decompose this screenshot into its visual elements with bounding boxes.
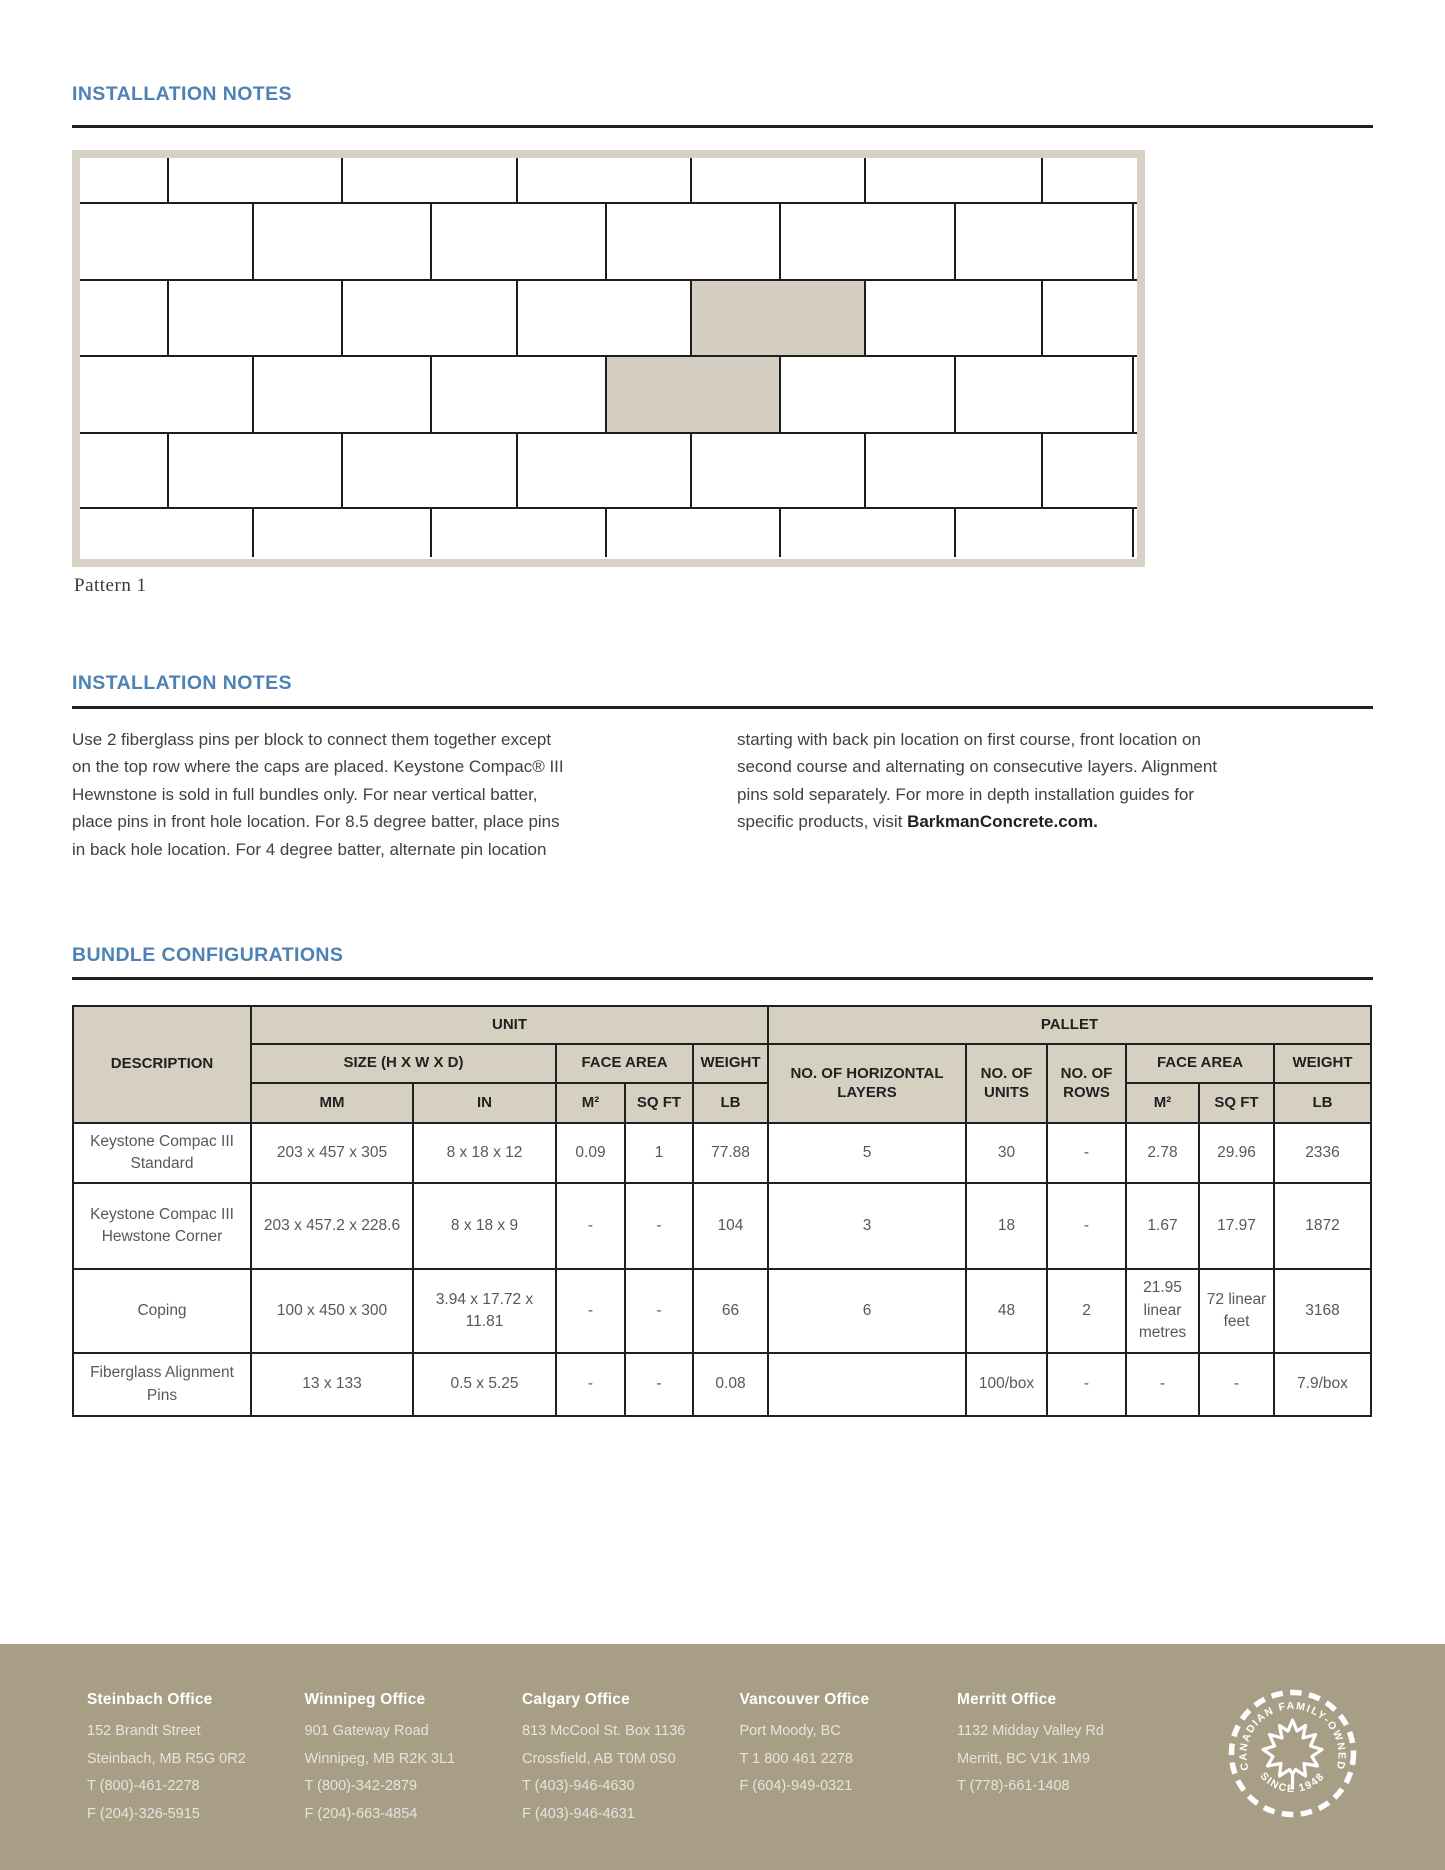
brick-joint	[954, 204, 956, 279]
col-header-unit-face-area: FACE AREA	[556, 1044, 693, 1083]
body-text-line: place pins in front hole location. For 8.5 degree batter, place pins	[72, 812, 560, 832]
svg-text:CANADIAN FAMILY-OWNED	[1237, 1700, 1347, 1772]
canadian-family-owned-badge	[1227, 1688, 1358, 1819]
cell: 3.94 x 17.72 x 11.81	[413, 1269, 556, 1353]
office-detail-line: Port Moody, BC	[739, 1723, 841, 1739]
table-row	[73, 1353, 1371, 1416]
cell: -	[556, 1269, 625, 1353]
brick-joint	[779, 204, 781, 279]
cell: 18	[966, 1183, 1047, 1269]
office-detail-line: F (204)-663-4854	[304, 1805, 418, 1822]
cell: 1872	[1274, 1183, 1371, 1269]
notes-right-last-line	[737, 808, 1292, 835]
brick-row	[80, 281, 1137, 357]
cell: 3	[768, 1183, 966, 1269]
brick-joint	[605, 509, 607, 557]
cell: 1	[625, 1123, 693, 1183]
cell: 48	[966, 1269, 1047, 1353]
office-detail-line: F (604)-949-0321	[739, 1778, 853, 1794]
office-column	[522, 1691, 740, 1828]
cell: 100 x 450 x 300	[251, 1269, 413, 1353]
brick-joint	[605, 204, 607, 279]
shaded-block	[605, 357, 781, 432]
brick-joint	[690, 434, 692, 507]
brick-joint	[430, 509, 432, 557]
brick-joint	[1041, 281, 1043, 355]
section-rule	[72, 125, 1373, 128]
brick-joint	[779, 357, 781, 432]
notes-right-lines	[737, 726, 1292, 808]
cell: 5	[768, 1123, 966, 1183]
brick-joint	[1132, 357, 1134, 432]
cell: 7.9/box	[1274, 1353, 1371, 1416]
shaded-block	[690, 281, 866, 355]
col-header-pallet-sqft: SQ FT	[1199, 1083, 1274, 1123]
brick-joint	[1041, 434, 1043, 507]
brick-joint	[252, 357, 254, 432]
website-link[interactable]: BarkmanConcrete.com.	[907, 812, 1098, 832]
cell	[768, 1353, 966, 1416]
group-header-unit: UNIT	[251, 1006, 768, 1044]
office-column	[305, 1691, 523, 1828]
col-header-pallet-weight: WEIGHT	[1274, 1044, 1371, 1083]
office-column	[87, 1691, 305, 1828]
cell-description: Keystone Compac III Hewstone Corner	[73, 1183, 251, 1269]
col-header-sqft: SQ FT	[625, 1083, 693, 1123]
office-detail-line: 813 McCool St. Box 1136	[522, 1723, 686, 1739]
bundle-configurations-table	[72, 1005, 1372, 1417]
col-header-units: NO. OF UNITS	[966, 1044, 1047, 1123]
body-text-line: Use 2 fiberglass pins per block to connect them together except	[72, 730, 552, 749]
office-detail-line: F (204)-326-5915	[87, 1805, 200, 1822]
body-text-line: Hewnstone is sold in full bundles only. For near vertical batter,	[72, 784, 538, 804]
brick-joint	[864, 158, 866, 202]
office-name: Vancouver Office	[739, 1691, 870, 1708]
table-row	[73, 1269, 1371, 1353]
cell: -	[625, 1269, 693, 1353]
brick-joint	[341, 281, 343, 355]
body-text-line: on the top row where the caps are placed. Keystone Compac® III	[72, 757, 564, 777]
brick-joint	[1132, 509, 1134, 557]
brick-joint	[954, 509, 956, 557]
office-name: Winnipeg Office	[304, 1691, 426, 1708]
block-pattern	[72, 150, 1145, 567]
brick-row	[80, 509, 1137, 557]
cell: -	[1126, 1353, 1199, 1416]
cell: 3168	[1274, 1269, 1371, 1353]
cell: 29.96	[1199, 1123, 1274, 1183]
table-row	[73, 1183, 1371, 1269]
cell: 203 x 457 x 305	[251, 1123, 413, 1183]
section-rule	[72, 706, 1373, 709]
table-row	[73, 1123, 1371, 1183]
brick-joint	[690, 281, 692, 355]
office-detail-line: T 1 800 461 2278	[739, 1750, 853, 1767]
col-header-description: DESCRIPTION	[73, 1006, 251, 1123]
pattern-label: Pattern 1	[74, 575, 147, 596]
cell: 0.5 x 5.25	[413, 1353, 556, 1416]
office-detail-line: T (800)-342-2879	[304, 1778, 418, 1794]
cell: -	[1199, 1353, 1274, 1416]
notes-right-column	[737, 726, 1292, 836]
col-header-in: IN	[413, 1083, 556, 1123]
cell: 77.88	[693, 1123, 768, 1183]
cell: 30	[966, 1123, 1047, 1183]
cell: 2.78	[1126, 1123, 1199, 1183]
office-detail-line: T (778)-661-1408	[957, 1778, 1070, 1794]
office-name: Calgary Office	[522, 1691, 630, 1708]
brick-joint	[252, 204, 254, 279]
body-text-line: pins sold separately. For more in depth installation guides for	[737, 784, 1195, 804]
cell: -	[1047, 1123, 1126, 1183]
office-detail-line: T (800)-461-2278	[87, 1778, 200, 1794]
cell: 104	[693, 1183, 768, 1269]
body-text-line: second course and alternating on consecutive layers. Alignment	[737, 757, 1218, 777]
brick-joint	[864, 434, 866, 507]
office-detail-line: Crossfield, AB T0M 0S0	[522, 1750, 676, 1767]
cell: -	[625, 1353, 693, 1416]
brick-joint	[516, 158, 518, 202]
brick-joint	[516, 281, 518, 355]
badge-arc-bottom-text: SINCE 1948	[1257, 1770, 1328, 1796]
group-header-pallet: PALLET	[768, 1006, 1371, 1044]
cell: 6	[768, 1269, 966, 1353]
cell: -	[1047, 1353, 1126, 1416]
brick-row	[80, 158, 1137, 204]
brick-joint	[779, 509, 781, 557]
office-detail-line: 901 Gateway Road	[304, 1723, 429, 1739]
office-name: Merritt Office	[957, 1691, 1057, 1708]
section-rule	[72, 977, 1373, 980]
brick-joint	[516, 434, 518, 507]
cell: -	[556, 1183, 625, 1269]
brick-joint	[167, 158, 169, 202]
brick-joint	[1132, 204, 1134, 279]
cell: 13 x 133	[251, 1353, 413, 1416]
col-header-unit-weight: WEIGHT	[693, 1044, 768, 1083]
office-detail-line: Steinbach, MB R5G 0R2	[87, 1750, 246, 1767]
cell-description: Keystone Compac III Standard	[73, 1123, 251, 1183]
cell: 17.97	[1199, 1183, 1274, 1269]
col-header-size: SIZE (H X W X D)	[251, 1044, 556, 1083]
cell: 66	[693, 1269, 768, 1353]
brick-joint	[430, 204, 432, 279]
office-column	[957, 1691, 1175, 1828]
office-column	[740, 1691, 958, 1828]
col-header-layers: NO. OF HORIZONTAL LAYERS	[768, 1044, 966, 1123]
col-header-rows: NO. OF ROWS	[1047, 1044, 1126, 1123]
col-header-pallet-m2: M²	[1126, 1083, 1199, 1123]
brick-joint	[252, 509, 254, 557]
brick-joint	[341, 434, 343, 507]
office-detail-line: Winnipeg, MB R2K 3L1	[304, 1750, 456, 1767]
brick-joint	[954, 357, 956, 432]
brick-joint	[864, 281, 866, 355]
brick-joint	[341, 158, 343, 202]
brick-joint	[430, 357, 432, 432]
office-detail-line: Merritt, BC V1K 1M9	[957, 1750, 1090, 1767]
notes-section-title: INSTALLATION NOTES	[72, 672, 292, 694]
office-detail-line: 152 Brandt Street	[87, 1723, 201, 1739]
col-header-mm: MM	[251, 1083, 413, 1123]
office-columns	[87, 1691, 1175, 1828]
body-text-line: in back hole location. For 4 degree batter, alternate pin location	[72, 839, 547, 859]
notes-left-column	[72, 726, 627, 863]
cell: 100/box	[966, 1353, 1047, 1416]
cell: 0.09	[556, 1123, 625, 1183]
cell: -	[625, 1183, 693, 1269]
cell: 0.08	[693, 1353, 768, 1416]
office-detail-line: F (403)-946-4631	[522, 1805, 635, 1822]
brick-joint	[690, 158, 692, 202]
brick-joint	[167, 281, 169, 355]
cell: 8 x 18 x 12	[413, 1123, 556, 1183]
cell: 21.95 linear metres	[1126, 1269, 1199, 1353]
office-name: Steinbach Office	[87, 1691, 213, 1708]
cell: 203 x 457.2 x 228.6	[251, 1183, 413, 1269]
cell: 72 linear feet	[1199, 1269, 1274, 1353]
cell: 2336	[1274, 1123, 1371, 1183]
body-text-line: starting with back pin location on first course, front location on	[737, 730, 1201, 749]
cell-description: Fiberglass Alignment Pins	[73, 1353, 251, 1416]
cell: -	[556, 1353, 625, 1416]
brick-joint	[1041, 158, 1043, 202]
col-header-pallet-lb: LB	[1274, 1083, 1371, 1123]
cell-description: Coping	[73, 1269, 251, 1353]
cell: 2	[1047, 1269, 1126, 1353]
badge-arc-top-text: CANADIAN FAMILY-OWNED	[1237, 1700, 1348, 1772]
brick-row	[80, 434, 1137, 509]
cell: 1.67	[1126, 1183, 1199, 1269]
col-header-pallet-face-area: FACE AREA	[1126, 1044, 1274, 1083]
cell: -	[1047, 1183, 1126, 1269]
office-detail-line: T (403)-946-4630	[522, 1778, 635, 1794]
col-header-m2: M²	[556, 1083, 625, 1123]
pattern-section-title: INSTALLATION NOTES	[72, 83, 292, 105]
brick-row	[80, 357, 1137, 434]
table-section-title: BUNDLE CONFIGURATIONS	[72, 944, 344, 966]
brick-row	[80, 204, 1137, 281]
col-header-lb: LB	[693, 1083, 768, 1123]
notes-right-last-prefix: specific products, visit	[737, 812, 908, 832]
office-detail-line: 1132 Midday Valley Rd	[957, 1723, 1104, 1739]
brick-joint	[605, 357, 607, 432]
brick-joint	[167, 434, 169, 507]
cell: 8 x 18 x 9	[413, 1183, 556, 1269]
footer	[0, 1644, 1445, 1870]
